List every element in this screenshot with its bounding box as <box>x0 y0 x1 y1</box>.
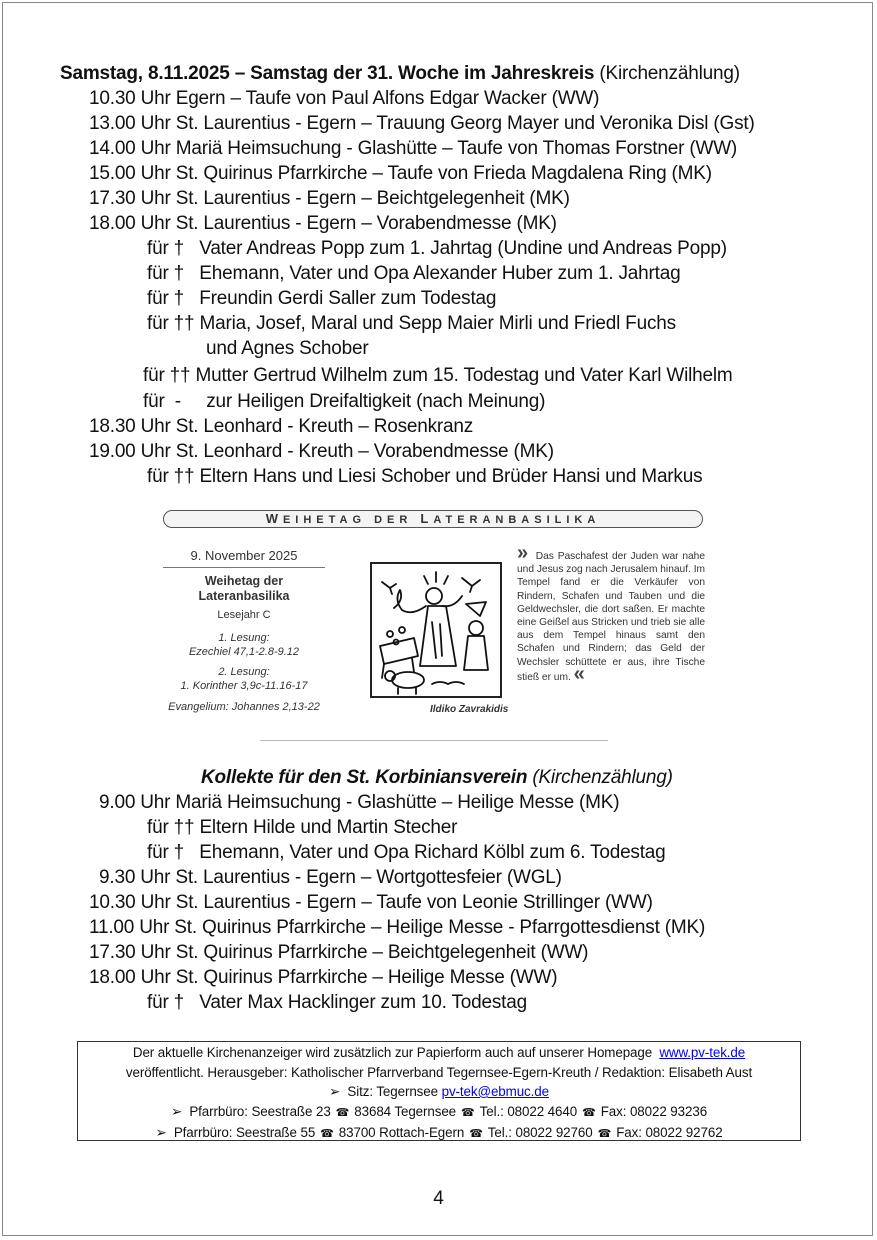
phone-icon: ☎ <box>469 1128 483 1140</box>
intention-line: für † Freundin Gerdi Saller zum Todestag <box>147 288 497 309</box>
homepage-link[interactable]: www.pv-tek.de <box>659 1045 746 1060</box>
schedule-line: 18.30 Uhr St. Leonhard - Kreuth – Rosenkranz <box>89 416 474 437</box>
schedule-line: 9.00 Uhr Mariä Heimsuchung - Glashütte – Heilige Messe (MK) <box>99 792 620 813</box>
sunday-heading <box>201 765 673 790</box>
schedule-line: 13.00 Uhr St. Laurentius - Egern – Trauung Georg Mayer und Veronika Disl (Gst) <box>89 113 755 134</box>
illustration-artist: Ildiko Zavrakidis <box>430 704 509 715</box>
gospel-quote <box>517 542 706 685</box>
sunday-title: Kollekte für den St. Korbiniansverein <box>201 767 528 788</box>
bullet-icon: ➢ <box>329 1084 341 1099</box>
intention-line: für †† Mutter Gertrud Wilhelm zum 15. Todestag und Vater Karl Wilhelm <box>143 365 733 386</box>
feast-banner: WEIHETAG DER LATERANBASILIKA <box>163 510 703 528</box>
email-link[interactable]: pv-tek@ebmuc.de <box>441 1084 549 1099</box>
phone-icon: ☎ <box>320 1128 334 1140</box>
feast-readings-column <box>163 548 325 713</box>
reading-1: 1. Lesung: Ezechiel 47,1-2.8-9.12 <box>188 632 300 658</box>
sunday-title-suffix: (Kirchenzählung) <box>532 767 673 788</box>
temple-cleansing-illustration <box>370 562 502 698</box>
feast-divider <box>260 740 608 741</box>
phone-icon: ☎ <box>461 1106 475 1119</box>
quote-close-mark: « <box>573 662 585 685</box>
office-1: ➢ Pfarrbüro: Seestraße 23 ☎ 83684 Tegernsee ☎ Tel.: 08022 4640 ☎ Fax: 08022 93236 <box>170 1103 708 1119</box>
feast-name: Weihetag der Lateranbasilika <box>198 574 290 603</box>
phone-icon: ☎ <box>597 1128 612 1140</box>
lesejahr: Lesejahr C <box>217 609 271 621</box>
saturday-heading <box>60 61 740 86</box>
intention-line: für † Ehemann, Vater und Opa Alexander Huber zum 1. Jahrtag <box>147 263 681 284</box>
schedule-line: 18.00 Uhr St. Laurentius - Egern – Vorabendmesse (MK) <box>89 213 557 234</box>
bullet-icon: ➢ <box>155 1125 167 1140</box>
intention-line: für †† Eltern Hilde und Martin Stecher <box>147 817 458 838</box>
intention-line: für - zur Heiligen Dreifaltigkeit (nach Meinung) <box>143 391 546 412</box>
schedule-line: 18.00 Uhr St. Quirinus Pfarrkirche – Heilige Messe (WW) <box>89 967 558 988</box>
reading-2: 2. Lesung: 1. Korinther 3,9c-11.16-17 <box>180 666 308 692</box>
quote-text: Das Paschafest der Juden war nahe und Jesus zog nach Jerusalem hinauf. Im Tempel fand er die Verkäufer von Rindern, Schafen und Tauben und die Geldwechsler, die dort saßen. Er machte eine Geißel aus Stricken und trieb sie alle aus dem Tempel hinaus samt den Schafen und Rindern; das Geld der Wechsler schüttete er aus, ihre Tische stieß er um. <box>517 551 706 683</box>
bullet-icon: ➢ <box>170 1103 183 1119</box>
phone-icon: ☎ <box>335 1106 350 1119</box>
feast-info-box <box>160 508 710 744</box>
contact-info-box <box>77 1041 801 1141</box>
saturday-title: Samstag, 8.11.2025 – Samstag der 31. Woche im Jahreskreis <box>60 63 595 84</box>
intention-line: für † Vater Andreas Popp zum 1. Jahrtag (Undine und Andreas Popp) <box>147 238 727 259</box>
schedule-line: 19.00 Uhr St. Leonhard - Kreuth – Vorabendmesse (MK) <box>89 441 554 462</box>
schedule-line: 11.00 Uhr St. Quirinus Pfarrkirche – Heilige Messe - Pfarrgottesdienst (MK) <box>89 917 706 938</box>
gospel: Evangelium: Johannes 2,13-22 <box>168 701 320 713</box>
schedule-line: 17.30 Uhr St. Quirinus Pfarrkirche – Beichtgelegenheit (WW) <box>89 942 589 963</box>
footer-line-3: ➢ Sitz: Tegernsee pv-tek@ebmuc.de <box>329 1084 549 1099</box>
schedule-line: 17.30 Uhr St. Laurentius - Egern – Beichtgelegenheit (MK) <box>89 188 570 209</box>
office-2: ➢ Pfarrbüro: Seestraße 55 ☎ 83700 Rottach-Egern ☎ Tel.: 08022 92760 ☎ Fax: 08022 92762 <box>155 1125 723 1140</box>
footer-line-1: Der aktuelle Kirchenanzeiger wird zusätzlich zur Papierform auch auf unserer Homepage www.pv-tek.de <box>132 1045 746 1060</box>
schedule-line: 15.00 Uhr St. Quirinus Pfarrkirche – Taufe von Frieda Magdalena Ring (MK) <box>89 163 712 184</box>
footer-line-2: veröffentlicht. Herausgeber: Katholischer Pfarrverband Tegernsee-Egern-Kreuth / Redaktion: Elisabeth Aust <box>125 1064 753 1080</box>
schedule-line: 10.30 Uhr Egern – Taufe von Paul Alfons Edgar Wacker (WW) <box>89 88 600 109</box>
intention-line: für † Ehemann, Vater und Opa Richard Kölbl zum 6. Todestag <box>147 842 666 863</box>
schedule-line: 9.30 Uhr St. Laurentius - Egern – Wortgottesfeier (WGL) <box>99 867 562 888</box>
intention-line: für †† Maria, Josef, Maral und Sepp Maier Mirli und Friedl Fuchs <box>147 313 676 334</box>
page-number: 4 <box>433 1188 444 1209</box>
schedule-line: 14.00 Uhr Mariä Heimsuchung - Glashütte – Taufe von Thomas Forstner (WW) <box>89 138 738 159</box>
intention-line-continued: und Agnes Schober <box>206 338 369 359</box>
feast-date: 9. November 2025 <box>163 548 325 568</box>
saturday-title-suffix: (Kirchenzählung) <box>599 63 740 84</box>
intention-line: für † Vater Max Hacklinger zum 10. Todestag <box>147 992 527 1013</box>
quote-open-mark: » <box>517 542 529 564</box>
intention-line: für †† Eltern Hans und Liesi Schober und Brüder Hansi und Markus <box>147 466 703 487</box>
schedule-line: 10.30 Uhr St. Laurentius - Egern – Taufe von Leonie Strillinger (WW) <box>89 892 653 913</box>
phone-icon: ☎ <box>582 1106 596 1119</box>
